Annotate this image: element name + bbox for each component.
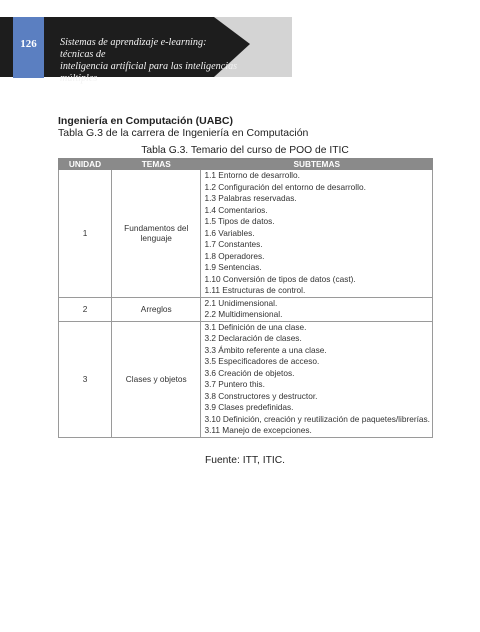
unit-cell: 1 xyxy=(59,170,112,298)
unit-cell: 2 xyxy=(59,297,112,321)
table-caption: Tabla G.3. Temario del curso de POO de ITIC xyxy=(141,145,349,156)
subtopic-item: 1.9 Sentencias. xyxy=(204,262,262,272)
subtopic-item: 1.10 Conversión de tipos de datos (cast). xyxy=(204,273,356,284)
subtopic-item: 3.1 Definición de una clase. xyxy=(204,321,307,332)
subtopic-item: 1.11 Estructuras de control. xyxy=(204,285,306,295)
subtopic-item: 3.7 Puntero this. xyxy=(204,379,265,389)
subtopic-item: 3.5 Especificadores de acceso. xyxy=(204,356,320,366)
topic-cell: Fundamentos del lenguaje xyxy=(112,170,201,298)
table-row xyxy=(59,297,433,321)
subtopic-item: 3.10 Definición, creación y reutilización de paquetes/librerías. xyxy=(204,413,430,424)
subtopics-cell xyxy=(201,321,433,437)
table-source: Fuente: ITT, ITIC. xyxy=(204,455,286,466)
subtopic-item: 3.8 Constructores y destructor. xyxy=(204,390,318,401)
section-subheading: Tabla G.3 de la carrera de Ingeniería en Computación xyxy=(58,127,309,139)
table-header-row xyxy=(59,159,433,170)
subtopic-item: 1.8 Operadores. xyxy=(204,250,265,261)
running-title xyxy=(60,37,238,85)
subtopic-item: 2.2 Multidimensional. xyxy=(204,309,283,319)
syllabus-table xyxy=(58,158,433,438)
running-title-line-2: inteligencia artificial para las inteligencias múltiples xyxy=(60,61,238,84)
column-header-subtopics: SUBTEMAS xyxy=(201,159,433,170)
unit-cell: 3 xyxy=(59,321,112,437)
subtopic-item: 1.1 Entorno de desarrollo. xyxy=(204,170,300,180)
topic-cell: Arreglos xyxy=(112,297,201,321)
subtopics-cell xyxy=(201,170,433,298)
column-header-topics: TEMAS xyxy=(112,159,201,170)
section-heading: Ingeniería en Computación (UABC) xyxy=(58,115,234,127)
table-row xyxy=(59,321,433,437)
subtopics-cell xyxy=(201,297,433,321)
table-body xyxy=(59,170,433,438)
topic-cell: Clases y objetos xyxy=(112,321,201,437)
subtopic-item: 3.2 Declaración de clases. xyxy=(204,333,302,343)
subtopic-item: 1.3 Palabras reservadas. xyxy=(204,193,297,203)
column-header-unit: UNIDAD xyxy=(59,159,112,170)
subtopic-item: 3.9 Clases predefinidas. xyxy=(204,402,294,412)
subtopic-item: 1.5 Tipos de datos. xyxy=(204,216,275,226)
subtopic-item: 3.3 Ámbito referente a una clase. xyxy=(204,344,327,355)
subtopic-item: 1.7 Constantes. xyxy=(204,239,263,249)
table-row xyxy=(59,170,433,298)
subtopic-item: 2.1 Unidimensional. xyxy=(204,297,278,308)
running-title-line-1: Sistemas de aprendizaje e-learning: técnicas de xyxy=(60,37,207,60)
page-number: 126 xyxy=(20,38,37,50)
subtopic-item: 3.11 Manejo de excepciones. xyxy=(204,425,312,435)
subtopic-item: 1.6 Variables. xyxy=(204,227,255,238)
subtopic-item: 3.6 Creación de objetos. xyxy=(204,367,295,378)
subtopic-item: 1.4 Comentarios. xyxy=(204,204,268,215)
subtopic-item: 1.2 Configuración del entorno de desarrollo. xyxy=(204,181,366,192)
